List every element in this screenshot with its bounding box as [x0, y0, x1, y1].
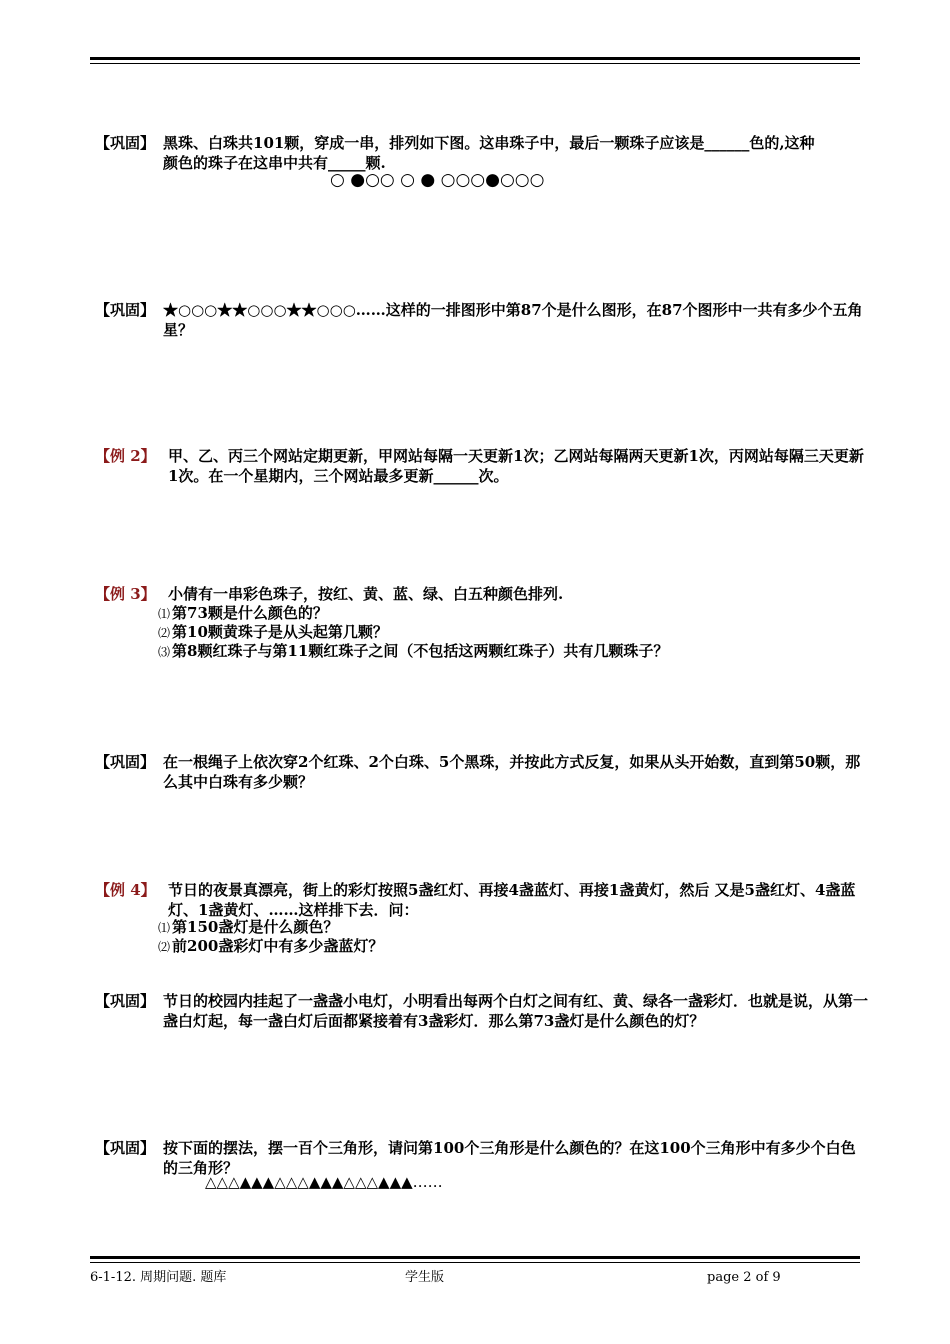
example-4 [95, 880, 870, 920]
question-text: 节日的夜景真漂亮，街上的彩灯按照5盏红灯、再接4盏蓝灯、再接1盏黄灯，然后 又是5盏红灯、4盏蓝灯、1盏黄灯、……这样排下去．问： [168, 881, 856, 919]
bead-sequence: ○ ●○○ ○ ● ○○○●○○○ [330, 170, 545, 190]
question-tag: 【巩固】 [95, 992, 156, 1010]
footer-edition: 学生版 [405, 1270, 445, 1285]
answer-blank: _____ [328, 154, 366, 172]
footer-doc-id: 6-1-12. 周期问题. 题库 [90, 1270, 227, 1285]
sub-question: ⑴ 第150盏灯是什么颜色？ [158, 918, 339, 936]
question-5 [95, 752, 870, 792]
question-text: 在一根绳子上依次穿2个红珠、2个白珠、5个黑珠，并按此方式反复，如果从头开始数，直到第50颗，那么其中白珠有多少颗？ [163, 753, 861, 791]
example-tag: 【例 2】 [95, 447, 156, 465]
example-tag: 【例 4】 [95, 881, 156, 899]
question-text: 按下面的摆法，摆一百个三角形，请问第100个三角形是什么颜色的？在这100个三角形中有多少个白色的三角形？ [163, 1139, 856, 1177]
question-text: ★○○○★★○○○★★○○○……这样的一排图形中第87个是什么图形，在87个图形中一共有多少个五角星？ [163, 301, 863, 339]
question-tag: 【巩固】 [95, 1139, 156, 1157]
example-tag: 【例 3】 [95, 585, 156, 603]
sub-question: ⑴ 第73颗是什么颜色的？ [158, 604, 328, 622]
footer-rule [90, 1256, 860, 1263]
question-text: 节日的校园内挂起了一盏盏小电灯，小明看出每两个白灯之间有红、黄、绿各一盏彩灯．也就是说，从第一盏白灯起，每一盏白灯后面都紧接着有3盏彩灯．那么第73盏灯是什么颜色的灯？ [163, 992, 869, 1030]
example-2 [95, 446, 870, 486]
footer-page-number: page 2 of 9 [707, 1270, 781, 1285]
question-text: 小倩有一串彩色珠子，按红、黄、蓝、绿、白五种颜色排列. [168, 585, 564, 603]
triangle-sequence: △△△▲▲▲△△△▲▲▲△△△▲▲▲…… [205, 1173, 443, 1191]
answer-blank: ______ [704, 134, 750, 152]
question-tag: 【巩固】 [95, 134, 156, 152]
question-tag: 【巩固】 [95, 301, 156, 319]
question-2 [95, 300, 870, 340]
example-3 [95, 584, 870, 604]
question-text: 甲、乙、丙三个网站定期更新，甲网站每隔一天更新1次；乙网站每隔两天更新1次，丙网站每隔三天更新1次。在一个星期内，三个网站最多更新______次。 [168, 447, 864, 485]
question-tag: 【巩固】 [95, 753, 156, 771]
question-text: 黑珠、白珠共101颗，穿成一串，排列如下图。这串珠子中，最后一颗珠子应该是______色的,这种 颜色的珠子在这串中共有_____颗. [163, 134, 815, 172]
sub-question: ⑵ 前200盏彩灯中有多少盏蓝灯？ [158, 937, 384, 955]
question-8 [95, 1138, 870, 1178]
sub-question: ⑶ 第8颗红珠子与第11颗红珠子之间（不包括这两颗红珠子）共有几颗珠子？ [158, 642, 669, 660]
question-1 [95, 133, 870, 173]
sub-question: ⑵ 第10颗黄珠子是从头起第几颗？ [158, 623, 388, 641]
question-7 [95, 991, 870, 1031]
header-rule [90, 57, 860, 64]
